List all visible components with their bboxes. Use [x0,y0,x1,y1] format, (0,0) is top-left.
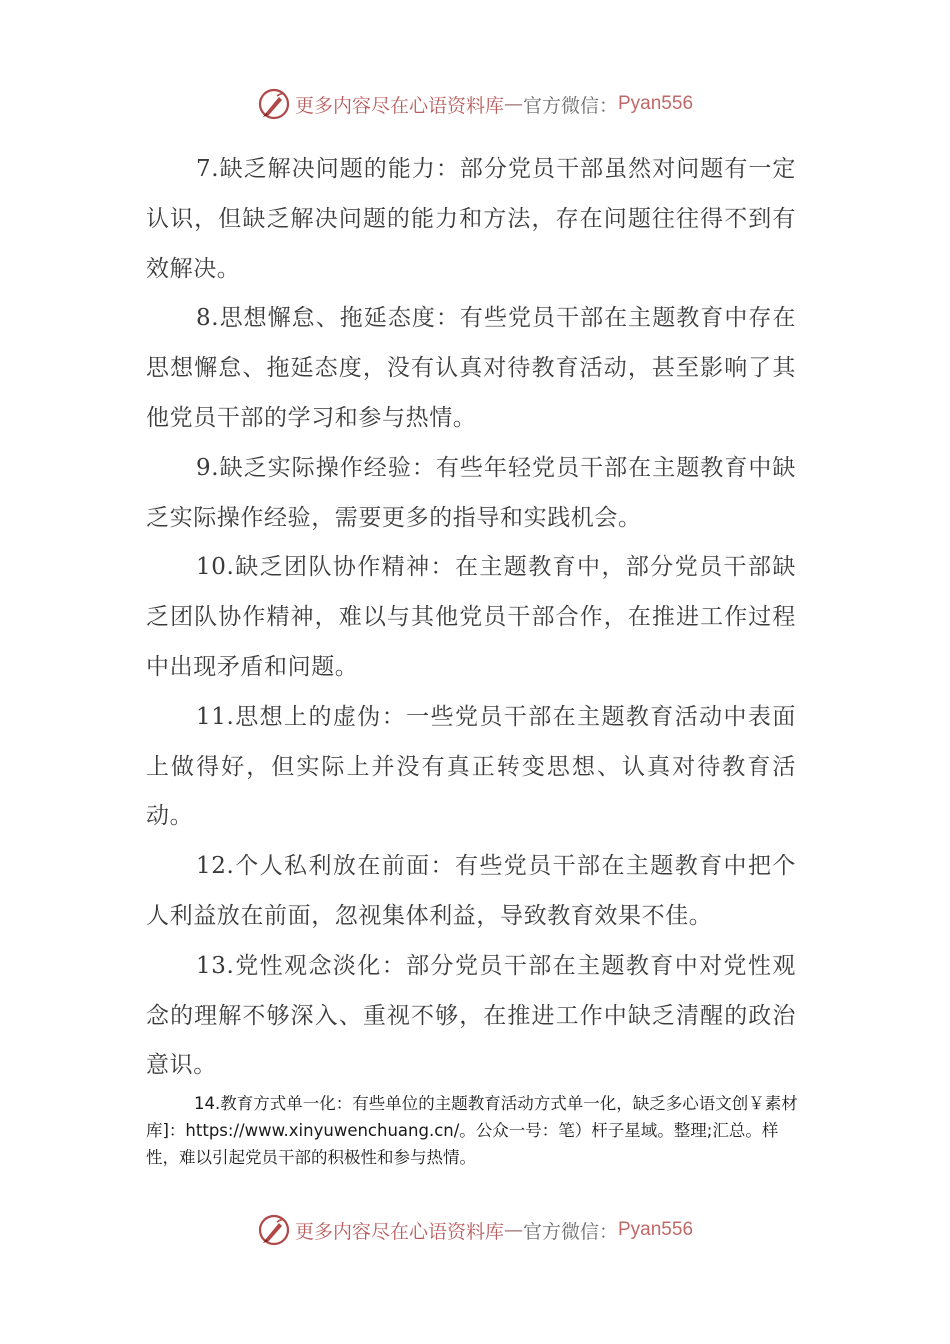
banner-separator: — [503,93,523,115]
banner-wechat-id: Pyan556 [618,93,694,114]
paragraph-9: 9.缺乏实际操作经验：有些年轻党员干部在主题教育中缺乏实际操作经验，需要更多的指导和实践机会。 [146,454,796,531]
banner-main-text: 更多内容尽在心语资料库 [294,1220,504,1243]
footer-banner [0,1210,950,1250]
paragraph-13: 13.党性观念淡化：部分党员干部在主题教育中对党性观念的理解不够深入、重视不够，在推进工作中缺乏清醒的政治意识。 [146,952,796,1079]
paragraph-12: 12.个人私利放在前面：有些党员干部在主题教育中把个人利益放在前面，忽视集体利益，导致教育效果不佳。 [146,853,796,929]
banner-separator: — [503,1219,523,1241]
banner-sub-text: 官方微信： [522,94,618,117]
paragraph-7: 7.缺乏解决问题的能力：部分党员干部虽然对问题有一定认识，但缺乏解决问题的能力和方法，存在问题往往得不到有效解决。 [146,156,796,282]
paragraph-8: 8.思想懈怠、拖延态度：有些党员干部在主题教育中存在思想懈怠、拖延态度，没有认真对待教育活动，甚至影响了其他党员干部的学习和参与热情。 [146,305,796,431]
paragraph-14-note: 14.教育方式单一化：有些单位的主题教育活动方式单一化，缺乏多心语文创￥素材库]：https://www.xinyuwenchuang.cn/。公众一号：笔）杆子星域。整理;汇总。样性，难以引起党员干部的积极性和参与热情。 [146,1094,798,1167]
paragraph-10: 10.缺乏团队协作精神：在主题教育中，部分党员干部缺乏团队协作精神，难以与其他党员干部合作，在推进工作过程中出现矛盾和问题。 [146,554,796,680]
pen-logo-icon [257,1213,291,1247]
header-banner [0,84,950,124]
banner-wechat-id: Pyan556 [618,1219,694,1240]
pen-logo-icon [257,87,291,121]
banner-sub-text: 官方微信： [522,1220,618,1243]
banner-main-text: 更多内容尽在心语资料库 [294,94,504,117]
document-body [146,145,796,1091]
paragraph-11: 11.思想上的虚伪：一些党员干部在主题教育活动中表面上做得好，但实际上并没有真正转变思想、认真对待教育活动。 [146,703,796,830]
